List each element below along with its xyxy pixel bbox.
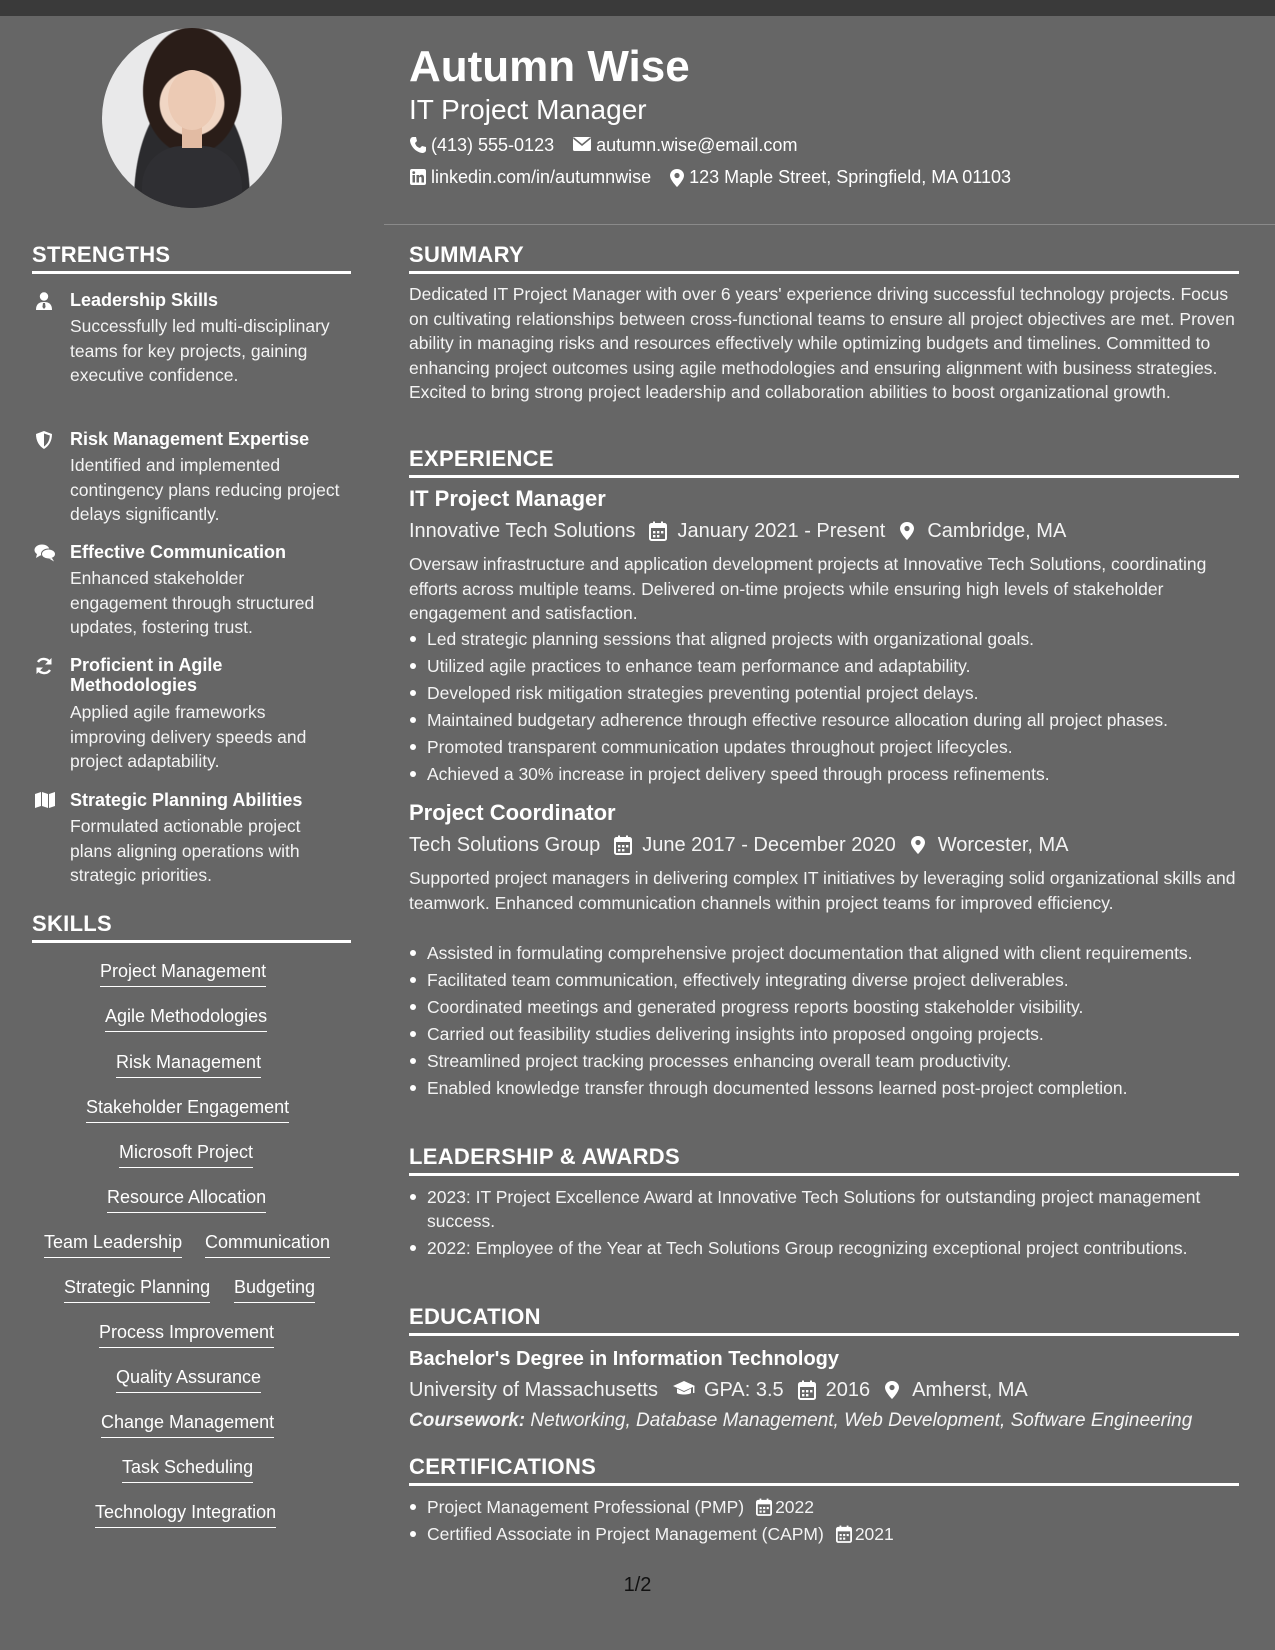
graduation-year: 2016 xyxy=(825,1379,871,1401)
contact-row-2 xyxy=(409,166,1011,188)
user-tie-icon xyxy=(34,291,56,313)
skill-tag: Resource Allocation xyxy=(107,1186,266,1213)
skill-tag: Stakeholder Engagement xyxy=(86,1096,289,1123)
strength-text: Identified and implemented contingency plans reducing project delays significantly. xyxy=(70,455,340,524)
list-item: Streamlined project tracking processes enhancing overall team productivity. xyxy=(409,1049,1239,1073)
list-item: Utilized agile practices to enhance team performance and adaptability. xyxy=(409,654,1239,678)
email-text: autumn.wise@email.com xyxy=(596,135,798,155)
cert-name: Certified Associate in Project Management (CAPM) xyxy=(427,1524,824,1544)
strength-text: Enhanced stakeholder engagement through structured updates, fostering trust. xyxy=(70,568,315,637)
top-bar xyxy=(0,0,1275,16)
skill-tag: Microsoft Project xyxy=(119,1141,253,1168)
strength-title: Effective Communication xyxy=(70,542,287,562)
summary-text: Dedicated IT Project Manager with over 6 years' experience driving successful technology projects. Focus on cultivating relationships between cross-functional teams to ensure all project objectives are met. Proven ability in managing risks and resources effectively while optimizing budgets and timelines. Committed to enhancing project outcomes using agile methodologies and ensuring alignment with business strategies. Excited to bring strong project leadership and collaboration abilities to boost organizational growth. xyxy=(409,284,1235,402)
location-pin-icon xyxy=(884,1380,904,1400)
strength-text: Applied agile frameworks improving delivery speeds and project adaptability. xyxy=(70,702,307,771)
coursework-label: Coursework: xyxy=(409,1410,526,1431)
degree-title: Bachelor's Degree in Information Technology xyxy=(409,1348,840,1370)
shield-icon xyxy=(34,430,56,452)
list-item: 2023: IT Project Excellence Award at Innovative Tech Solutions for outstanding project management success. xyxy=(409,1185,1239,1233)
phone-text: (413) 555-0123 xyxy=(431,135,555,155)
certifications-heading: CERTIFICATIONS xyxy=(409,1454,1239,1486)
skill-tag: Risk Management xyxy=(116,1051,261,1078)
job-description: Oversaw infrastructure and application development projects at Innovative Tech Solutions, coordinating efforts across multiple teams. Delivered on-time projects while ensuring high levels of stakeholder engagement and satisfaction. xyxy=(409,554,1207,623)
resume-page xyxy=(0,16,1275,1650)
candidate-name: Autumn Wise xyxy=(409,42,690,91)
school-location: Amherst, MA xyxy=(912,1379,1028,1401)
education-meta xyxy=(409,1377,1028,1403)
strength-title: Proficient in Agile Methodologies xyxy=(70,655,223,695)
skill-tag: Technology Integration xyxy=(95,1501,276,1528)
job-role: IT Project Manager xyxy=(409,486,606,511)
skill-tag: Change Management xyxy=(101,1411,274,1438)
awards-heading: LEADERSHIP & AWARDS xyxy=(409,1144,1239,1176)
comments-icon xyxy=(34,543,56,565)
cert-year: 2022 xyxy=(775,1497,815,1517)
strength-text: Successfully led multi-disciplinary teams for key projects, gaining executive confidence. xyxy=(70,316,330,385)
coursework xyxy=(409,1409,1192,1433)
certifications-list xyxy=(409,1495,1239,1549)
skill-tag: Task Scheduling xyxy=(122,1456,253,1483)
job-meta xyxy=(409,832,1069,858)
skill-tag: Process Improvement xyxy=(99,1321,274,1348)
contact-row-1 xyxy=(409,134,797,156)
list-item xyxy=(409,1522,1239,1546)
linkedin-text: linkedin.com/in/autumnwise xyxy=(431,167,652,187)
school-name: University of Massachusetts xyxy=(409,1379,658,1401)
map-icon xyxy=(34,791,56,813)
job-title: IT Project Manager xyxy=(409,94,647,125)
graduation-cap-icon xyxy=(672,1380,696,1400)
cert-name: Project Management Professional (PMP) xyxy=(427,1497,745,1517)
calendar-icon xyxy=(649,521,669,541)
list-item: Coordinated meetings and generated progress reports boosting stakeholder visibility. xyxy=(409,995,1239,1019)
list-item: Enabled knowledge transfer through documented lessons learned post-project completion. xyxy=(409,1076,1239,1100)
job-bullets xyxy=(409,627,1239,789)
awards-list xyxy=(409,1185,1239,1263)
list-item: Developed risk mitigation strategies preventing potential project delays. xyxy=(409,681,1239,705)
skill-tag: Budgeting xyxy=(234,1276,315,1303)
sync-icon xyxy=(34,656,56,678)
strength-title: Risk Management Expertise xyxy=(70,429,310,449)
list-item: Carried out feasibility studies delivering insights into proposed ongoing projects. xyxy=(409,1022,1239,1046)
list-item: Assisted in formulating comprehensive project documentation that aligned with client requirements. xyxy=(409,941,1239,965)
job-bullets xyxy=(409,941,1239,1103)
skill-tag: Team Leadership xyxy=(44,1231,182,1258)
experience-heading: EXPERIENCE xyxy=(409,446,1239,478)
address-text: 123 Maple Street, Springfield, MA 01103 xyxy=(689,167,1011,187)
cert-year: 2021 xyxy=(854,1524,894,1544)
list-item xyxy=(409,1495,1239,1519)
list-item: 2022: Employee of the Year at Tech Solutions Group recognizing exceptional project contributions. xyxy=(409,1236,1239,1260)
skill-tag: Quality Assurance xyxy=(116,1366,261,1393)
calendar-icon xyxy=(798,1380,818,1400)
list-item: Facilitated team communication, effectively integrating diverse project deliverables. xyxy=(409,968,1239,992)
skill-tag: Agile Methodologies xyxy=(105,1005,267,1032)
phone-icon xyxy=(409,136,427,154)
job-role: Project Coordinator xyxy=(409,800,616,825)
skills-heading: SKILLS xyxy=(32,911,351,943)
list-item: Promoted transparent communication updates throughout project lifecycles. xyxy=(409,735,1239,759)
list-item: Achieved a 30% increase in project delivery speed through process refinements. xyxy=(409,762,1239,786)
skill-tag: Communication xyxy=(205,1231,330,1258)
coursework-text: Networking, Database Management, Web Development, Software Engineering xyxy=(530,1410,1193,1431)
company-name: Tech Solutions Group xyxy=(409,834,601,856)
list-item: Maintained budgetary adherence through effective resource allocation during all project phases. xyxy=(409,708,1239,732)
linkedin-icon xyxy=(409,168,427,186)
calendar-icon xyxy=(614,835,634,855)
calendar-icon xyxy=(756,1498,772,1516)
location-pin-icon xyxy=(899,521,919,541)
calendar-icon xyxy=(836,1525,852,1543)
education-heading: EDUCATION xyxy=(409,1304,1239,1336)
company-name: Innovative Tech Solutions xyxy=(409,520,636,542)
strength-title: Strategic Planning Abilities xyxy=(70,790,303,810)
job-meta xyxy=(409,518,1066,544)
strengths-heading: STRENGTHS xyxy=(32,242,351,274)
list-item: Led strategic planning sessions that aligned projects with organizational goals. xyxy=(409,627,1239,651)
strength-title: Leadership Skills xyxy=(70,290,219,310)
summary-heading: SUMMARY xyxy=(409,242,1239,274)
location-pin-icon xyxy=(669,168,685,186)
job-dates: June 2017 - December 2020 xyxy=(642,834,896,856)
skill-tag: Strategic Planning xyxy=(64,1276,210,1303)
job-description: Supported project managers in delivering complex IT initiatives by leveraging solid organizational skills and teamwork. Enhanced communication channels within project teams for improved efficiency. xyxy=(409,868,1236,913)
job-location: Worcester, MA xyxy=(937,834,1069,856)
job-location: Cambridge, MA xyxy=(927,520,1067,542)
page-number: 1/2 xyxy=(623,1574,652,1596)
job-dates: January 2021 - Present xyxy=(677,520,886,542)
strength-text: Formulated actionable project plans aligning operations with strategic priorities. xyxy=(70,816,301,885)
skill-tag: Project Management xyxy=(100,960,266,987)
header-divider xyxy=(384,224,1275,225)
location-pin-icon xyxy=(910,835,930,855)
email-icon xyxy=(572,136,592,154)
gpa: GPA: 3.5 xyxy=(703,1379,784,1401)
profile-photo xyxy=(102,28,282,208)
